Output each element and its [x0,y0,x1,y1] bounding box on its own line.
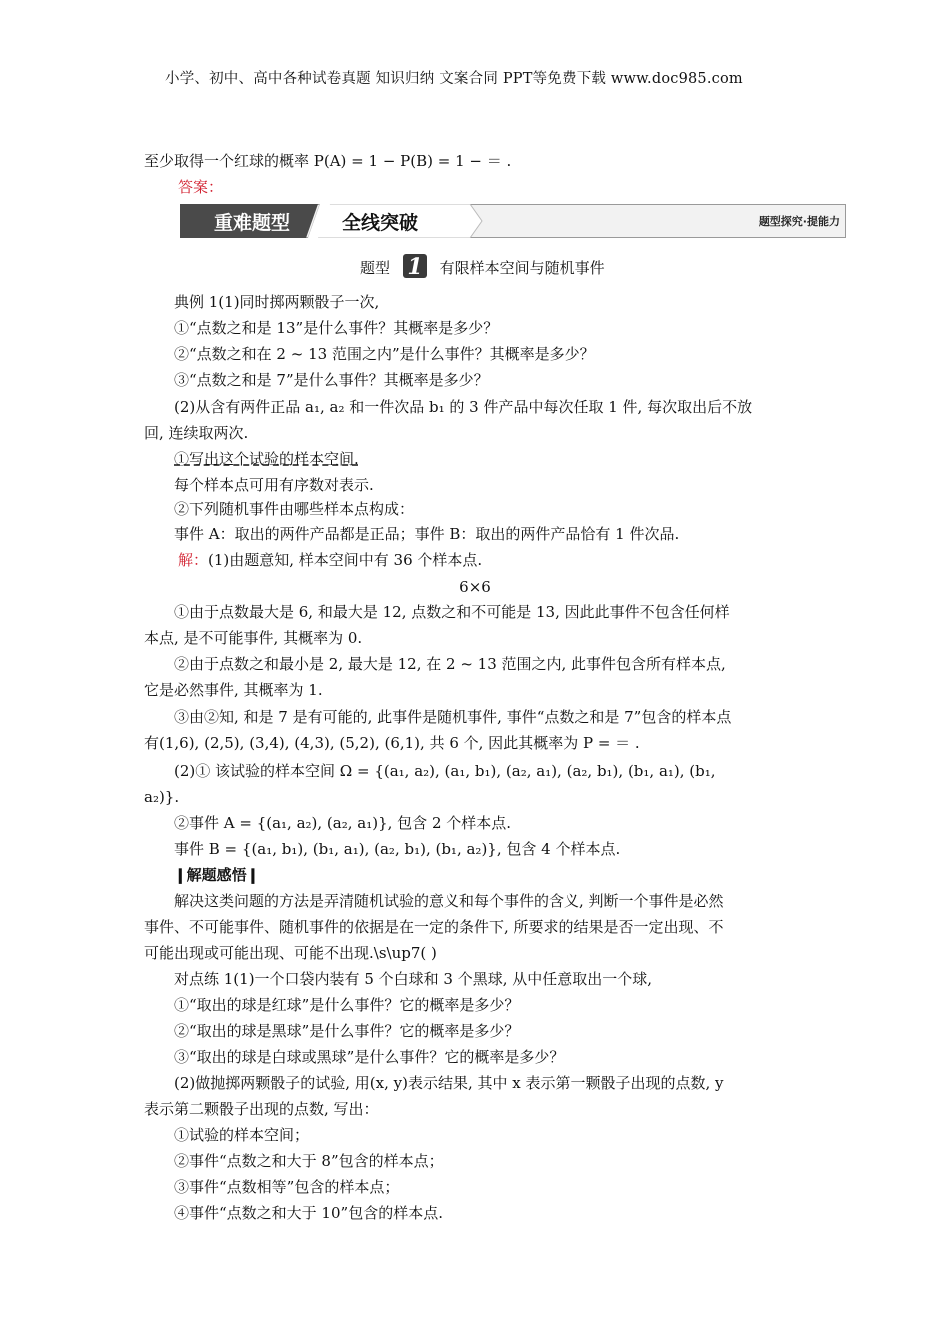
banner-mid-title: 全线突破 [342,212,419,234]
text-line: 表示第二颗骰子出现的点数, 写出： [144,1100,379,1118]
intro-line: 至少取得一个红球的概率 P(A) = 1 − P(B) = 1 − ＝ . [144,152,512,170]
text-line: ③“点数之和是 7”是什么事件？其概率是多少？ [174,371,489,389]
text-line: ②事件“点数之和大于 8”包含的样本点； [174,1152,444,1170]
text-line: a₂)}. [144,788,180,806]
text-line: ③由②知, 和是 7 是有可能的, 此事件是随机事件, 事件“点数之和是 7”包含的样本点 [174,708,732,726]
type-text: 有限样本空间与随机事件 [439,259,605,277]
text-line: 本点, 是不可能事件, 其概率为 0. [144,629,363,647]
section-heading: ❙解题感悟❙ [174,866,260,884]
text-line: 典例 1(1)同时掷两颗骰子一次, [174,293,380,311]
text-line: 解决这类问题的方法是弄清随机试验的意义和每个事件的含义, 判断一个事件是必然 [174,892,724,910]
text-line: 对点练 1(1)一个口袋内装有 5 个白球和 3 个黑球, 从中任意取出一个球, [174,970,653,988]
page-header: 小学、初中、高中各种试卷真题 知识归纳 文案合同 PPT等免费下载 www.doc985.com [165,71,743,87]
text-line: (2)做抛掷两颗骰子的试验, 用(x, y)表示结果, 其中 x 表示第一颗骰子出现的点数, y [174,1074,724,1092]
text-line: 每个样本点可用有序数对表示. [174,476,374,494]
text-line: 事件 B = {(a₁, b₁), (b₁, a₁), (a₂, b₁), (b₁, a₂)}, 包含 4 个样本点. [174,840,621,858]
banner-right-text: 题型探究·提能力 [758,215,840,228]
text-line: ②事件 A = {(a₁, a₂), (a₂, a₁)}, 包含 2 个样本点. [174,814,512,832]
type-prefix: 题型 [360,259,391,277]
solution-label: 解： [178,551,209,569]
text-line: 回, 连续取两次. [144,424,249,442]
type-title [360,252,605,280]
text-line: 事件、不可能事件、随机事件的依据是在一定的条件下, 所要求的结果是否一定出现、不 [144,918,724,936]
text-line: ③“取出的球是白球或黑球”是什么事件？它的概率是多少？ [174,1048,565,1066]
text-line: 有(1,6), (2,5), (3,4), (4,3), (5,2), (6,1), 共 6 个, 因此其概率为 P = ＝ . [144,734,640,752]
text-line: ①写出这个试验的样本空间. [174,450,359,468]
text-line: ①“取出的球是红球”是什么事件？它的概率是多少？ [174,996,520,1014]
text-line: ③事件“点数相等”包含的样本点； [174,1178,400,1196]
type-number-badge [401,252,429,280]
text-line: ②“取出的球是黑球”是什么事件？它的概率是多少？ [174,1022,520,1040]
text-line: 事件 A：取出的两件产品都是正品；事件 B：取出的两件产品恰有 1 件次品. [174,525,680,543]
text-line: ②“点数之和在 2 ~ 13 范围之内”是什么事件？其概率是多少？ [174,345,595,363]
text-line: 可能出现或可能出现、可能不出现.\s\up7( ) [144,944,437,962]
text-line: (2)① 该试验的样本空间 Ω = {(a₁, a₂), (a₁, b₁), (a₂, a₁), (a₂, b₁), (b₁, a₁), (b₁, [174,762,716,780]
text-line: ④事件“点数之和大于 10”包含的样本点. [174,1204,443,1222]
text-line: ①“点数之和是 13”是什么事件？其概率是多少？ [174,319,499,337]
section-banner [180,204,846,238]
text-line: (2)从含有两件正品 a₁, a₂ 和一件次品 b₁ 的 3 件产品中每次任取 1 件, 每次取出后不放 [174,398,753,416]
text-line: ②下列随机事件由哪些样本点构成： [174,500,415,518]
text-line: (1)由题意知, 样本空间中有 36 个样本点. [208,551,483,569]
text-line: 6×6 [459,578,491,596]
type-number: 1 [407,254,423,280]
answer-label: 答案： [178,178,224,196]
text-line: ①试验的样本空间； [174,1126,310,1144]
text-line: ②由于点数之和最小是 2, 最大是 12, 在 2 ~ 13 范围之内, 此事件包含所有样本点, [174,655,726,673]
text-line: 它是必然事件, 其概率为 1. [144,681,323,699]
text-line: ①由于点数最大是 6, 和最大是 12, 点数之和不可能是 13, 因此此事件不包含任何样 [174,603,730,621]
banner-left-title: 重难题型 [214,212,291,234]
